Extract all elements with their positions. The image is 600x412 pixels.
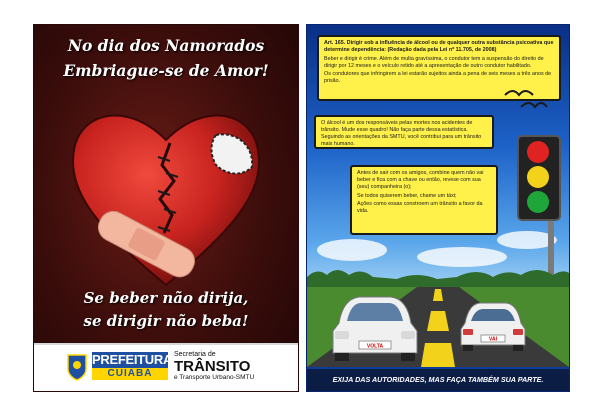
headline-line-1: No dia dos Namorados: [67, 36, 265, 55]
law-notice-p3: Os condutores que infringirem a lei estarão sujeitos ainda a pena de seis meses a três anos de prisão.: [324, 71, 552, 84]
law-notice-p2: Beber e dirigir é crime. Além de multa gravíssima, o condutor tem a suspensão do direito de dirigir por 12 meses e o veículo retido até a apresentação de outro condutor habilitado.: [324, 55, 544, 69]
left-poster: [33, 24, 299, 392]
tips-notice-box: [350, 165, 498, 235]
statistics-notice-text: O álcool é um dos responsáveis pelas mortes nos acidentes de trânsito. Mude esse quadro! Não faça parte dessa estatística. Seguindo as orientações da SMTU, você contribui para um trânsito mais humano.: [321, 120, 482, 147]
birds-icon: [503, 85, 549, 113]
secretaria-line-3: e Transporte Urbano-SMTU: [174, 374, 255, 381]
slogan-line-1: Se beber não dirija,: [83, 289, 249, 307]
tips-notice-p1: Antes de sair com os amigos, combine quem não vai beber e fica com a chave ou então, revese com sua (seu) companheira (o);: [357, 170, 484, 190]
slogan-line-2: se dirigir não beba!: [83, 312, 249, 330]
tips-notice-p2: Se todos quiserem beber, chame um táxi;: [357, 192, 457, 199]
car-right-plate: VAI: [489, 336, 497, 343]
secretaria-line-1: Secretaria de: [174, 351, 216, 358]
car-left-plate: VOLTA: [366, 343, 384, 350]
car-left: [329, 291, 421, 363]
car-right: [457, 297, 529, 353]
red-lamp: [527, 141, 549, 163]
prefeitura-wordmark: [92, 352, 173, 380]
statistics-notice-box: [314, 115, 494, 149]
cloud: [317, 239, 387, 261]
cuiaba-crest-icon: [66, 353, 88, 381]
headline-line-2: Embriague-se de Amor!: [63, 61, 269, 80]
stitched-heart-illustration: [66, 95, 266, 295]
law-notice-p1: Art. 165. Dirigir sob a influência de álcool ou de qualquer outra substância psicoativa que determine dependência: (Redação dada pela Lei nº 11.705, de 2008): [324, 40, 554, 53]
tips-notice-p3: Ações como essas constroem um trânsito a favor da vida.: [357, 201, 483, 214]
right-poster: [306, 24, 570, 392]
yellow-lamp: [527, 166, 549, 188]
bottom-slogan: EXIJA DAS AUTORIDADES, MAS FAÇA TAMBÉM SUA PARTE.: [307, 369, 569, 391]
prefeitura-title: PREFEITURA: [92, 352, 173, 367]
secretaria-line-2: TRÂNSITO: [174, 358, 251, 375]
poster-headline: [34, 33, 298, 83]
green-lamp: [527, 191, 549, 213]
secretaria-label: [174, 351, 294, 382]
poster-slogan: [34, 287, 298, 333]
traffic-light-icon: [517, 135, 561, 221]
prefeitura-logo-bar: [34, 343, 298, 391]
prefeitura-city: CUIABÁ: [92, 368, 168, 380]
